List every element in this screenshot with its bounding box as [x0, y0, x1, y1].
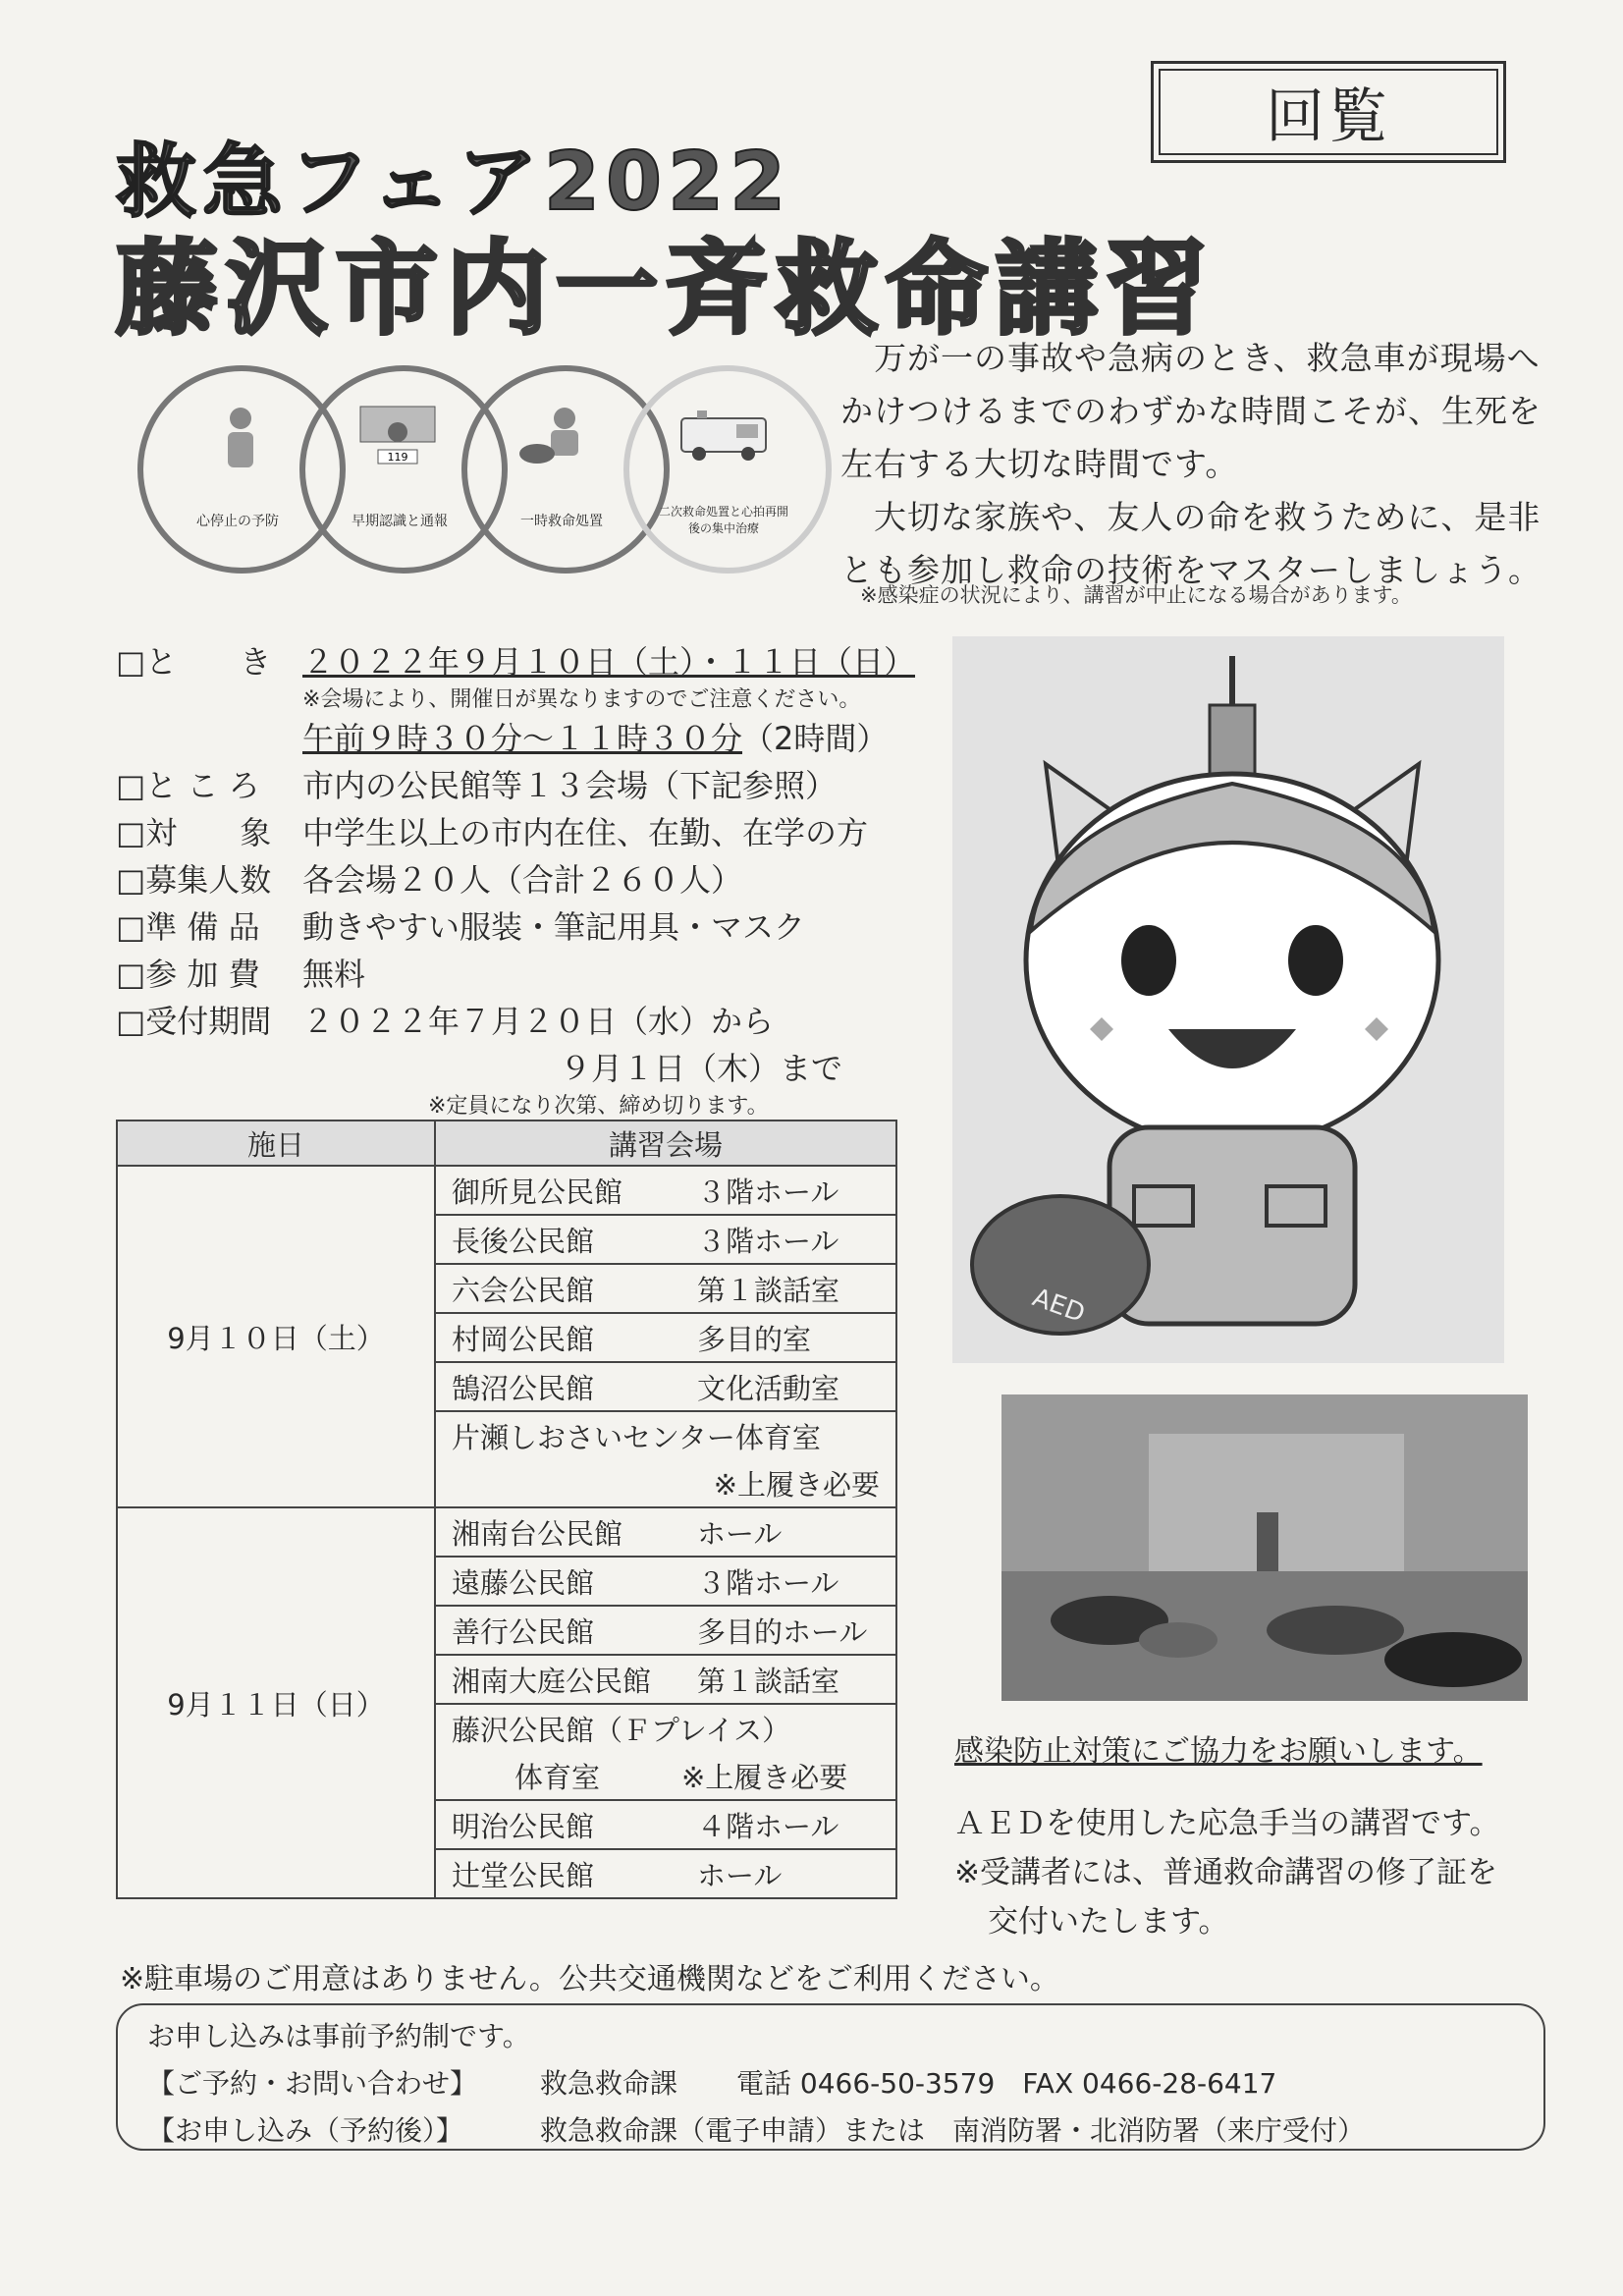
cpr-icon — [515, 405, 604, 473]
date-note: ※会場により、開催日が異なりますのでご注意ください。 — [302, 687, 861, 712]
venue-cell: 鵠沼公民館 文化活動室 — [435, 1362, 896, 1411]
aed-line-3: 交付いたします。 — [988, 1904, 1229, 1940]
contact-box — [116, 2003, 1545, 2151]
event-title: 救急フェア2022 — [116, 136, 792, 229]
duration-value: （2時間） — [742, 720, 889, 757]
date-label: □と き — [116, 643, 272, 681]
venue-cell: 遠藤公民館 ３階ホール — [435, 1557, 896, 1606]
header-venue: 講習会場 — [435, 1121, 896, 1166]
info-row-date — [116, 638, 941, 685]
info-row-reception: □受付期間 ２０２２年７月２０日（水）から — [116, 1003, 775, 1040]
chain-label-2: 早期認識と通報 — [352, 514, 448, 529]
chain-label-1: 心停止の予防 — [196, 514, 279, 529]
kairan-stamp: 回覧 — [1151, 61, 1506, 163]
photo-image — [1001, 1394, 1528, 1701]
parking-note: ※駐車場のご用意はありません。公共交通機関などをご利用ください。 — [120, 1962, 1059, 1996]
contact-line-2: 【ご予約・お問い合わせ】 救急救命課 電話 0466-50-3579 FAX 0466-28-6417 — [147, 2067, 1277, 2100]
chain-label-3: 一時救命処置 — [520, 514, 603, 529]
venue-cell: 善行公民館 多目的ホール — [435, 1606, 896, 1655]
aed-line-2: ※受講者には、普通救命講習の修了証を — [954, 1855, 1497, 1890]
event-info — [116, 638, 941, 1121]
info-row-items: □準 備 品 動きやすい服装・筆記用具・マスク — [116, 908, 806, 946]
table-header — [117, 1121, 896, 1166]
info-row-target: □対 象 中学生以上の市内在住、在勤、在学の方 — [116, 814, 869, 851]
venue-cell: 六会公民館 第１談話室 — [435, 1264, 896, 1313]
info-row-capacity: □募集人数 各会場２０人（合計２６０人） — [116, 861, 743, 899]
chain-label-4: 二次救命処置と心拍再開後の集中治療 — [658, 505, 788, 535]
cancellation-note: ※感染症の状況により、講習が中止になる場合があります。 — [860, 583, 1412, 607]
intro-paragraph-1: 万が一の事故や急病のとき、救急車が現場へかけつけるまでのわずかな時間こそが、生死を左右する大切な時間です。 — [840, 339, 1542, 483]
aed-info — [954, 1799, 1563, 1946]
date-value: ２０２２年９月１０日（土）・１１日（日） — [302, 643, 916, 681]
reception-note: ※定員になり次第、締め切ります。 — [428, 1094, 769, 1119]
intro-paragraph-2: 大切な家族や、友人の命を救うために、是非とも参加し救命の技術をマスターしましょう。 — [840, 498, 1542, 589]
reception-end: ９月１日（木）まで — [560, 1050, 843, 1087]
table-row — [117, 1507, 896, 1557]
venue-note-katase: ※上履き必要 — [435, 1459, 896, 1507]
mascot-icon — [952, 636, 1504, 1363]
venue-cell-fujisawa-room: 体育室 ※上履き必要 — [435, 1752, 896, 1800]
photo-caption: 感染防止対策にご協力をお願いします。 — [954, 1734, 1483, 1769]
contact-line-3: 【お申し込み（予約後）】 救急救命課（電子申請）または 南消防署・北消防署（来庁受付） — [147, 2114, 1366, 2147]
venue-table — [116, 1120, 897, 1899]
info-row-place: □と こ ろ 市内の公民館等１３会場（下記参照） — [116, 767, 838, 804]
intro-text — [840, 332, 1547, 597]
venue-cell: 長後公民館 ３階ホール — [435, 1215, 896, 1264]
venue-cell-fujisawa: 藤沢公民館（Ｆプレイス） — [435, 1704, 896, 1752]
day-cell-10: 9月１０日（土） — [117, 1166, 435, 1507]
main-title: 藤沢市内一斉救命講習 — [116, 229, 1217, 349]
venue-cell: 御所見公民館 ３階ホール — [435, 1166, 896, 1215]
venue-cell: 湘南台公民館 ホール — [435, 1507, 896, 1557]
venue-cell-katase: 片瀬しおさいセンター体育室 — [435, 1411, 896, 1459]
aed-line-1: ＡＥＤを使用した応急手当の講習です。 — [954, 1806, 1500, 1841]
venue-cell: 辻堂公民館 ホール — [435, 1849, 896, 1898]
venue-cell: 村岡公民館 多目的室 — [435, 1313, 896, 1362]
time-value: 午前９時３０分～１１時３０分 — [302, 720, 743, 757]
aed-badge: AED — [1028, 1283, 1089, 1330]
venue-cell: 湘南大庭公民館 第１談話室 — [435, 1655, 896, 1704]
venue-cell: 明治公民館 ４階ホール — [435, 1800, 896, 1849]
phone-119-icon — [358, 405, 437, 473]
phone-fax: 電話 0466-50-3579 FAX 0466-28-6417 — [736, 2067, 1277, 2100]
contact-line-1: お申し込みは事前予約制です。 — [147, 2020, 530, 2052]
ambulance-icon — [677, 405, 776, 464]
training-photo — [1001, 1394, 1528, 1701]
chain-of-survival — [137, 365, 815, 581]
info-row-time — [116, 715, 941, 762]
day-cell-11: 9月１１日（日） — [117, 1507, 435, 1898]
chain-circle-4 — [623, 365, 832, 574]
header-date: 施日 — [117, 1121, 435, 1166]
person-icon — [216, 405, 265, 473]
info-row-fee: □参 加 費 無料 — [116, 956, 366, 993]
table-row — [117, 1166, 896, 1215]
mascot-illustration — [952, 636, 1504, 1363]
svg-text:119: 119 — [387, 451, 408, 464]
